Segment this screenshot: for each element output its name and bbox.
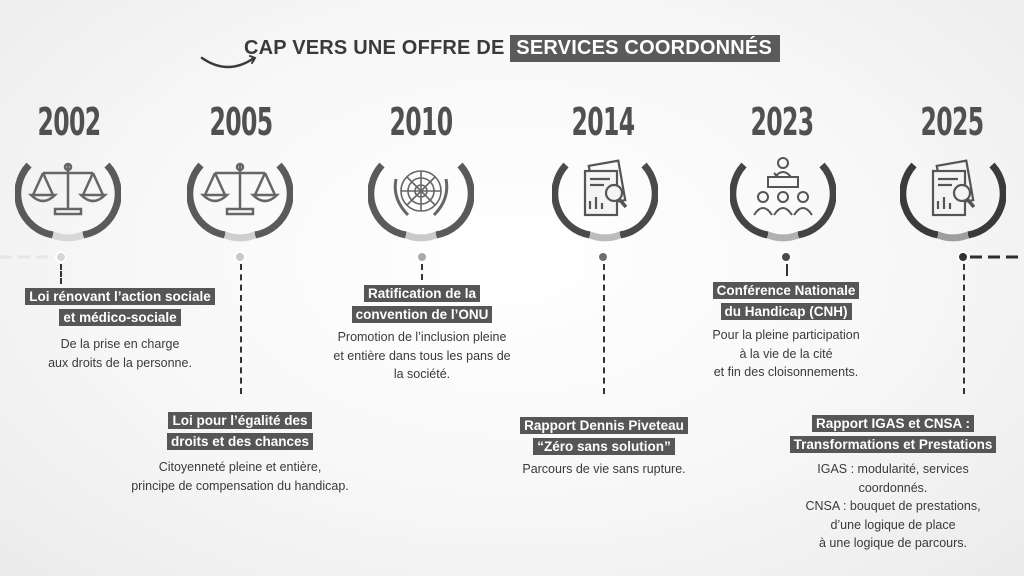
desc-line: Pour la pleine participation (712, 328, 860, 342)
timeline-dot (780, 251, 792, 263)
milestone-description (666, 326, 906, 382)
label-line: Rapport IGAS et CNSA : (812, 415, 974, 432)
timeline-dot (957, 251, 969, 263)
desc-line: IGAS : modularité, services (817, 462, 969, 476)
timeline-dot (597, 251, 609, 263)
page-title (0, 37, 1024, 60)
timeline-dot (234, 251, 246, 263)
desc-line: aux droits de la personne. (48, 355, 192, 370)
milestone-label (774, 413, 1012, 455)
timeline-dot (416, 251, 428, 263)
scales-icon (187, 143, 293, 243)
milestone-label (484, 415, 724, 457)
label-line: Loi rénovant l’action sociale (25, 288, 215, 305)
desc-line: et fin des cloisonnements. (713, 365, 859, 379)
desc-line: CNSA : bouquet de prestations, (805, 499, 981, 513)
year-2025: 2025 (920, 100, 984, 144)
desc-line: Parcours de vie sans rupture. (522, 462, 686, 476)
year-2023: 2023 (750, 100, 814, 144)
title-plain: CAP VERS UNE OFFRE DE (243, 37, 505, 59)
label-line: Rapport Dennis Piveteau (520, 417, 688, 434)
milestone-description (300, 328, 544, 384)
desc-line: Citoyenneté pleine et entière, (158, 460, 322, 474)
milestone-label (300, 283, 544, 325)
milestone-label (0, 286, 240, 328)
label-line: convention de l’ONU (352, 306, 493, 323)
conference-icon (730, 143, 836, 243)
label-line: du Handicap (CNH) (721, 303, 852, 320)
desc-line: à la vie de la cité (739, 346, 833, 361)
label-line: Loi pour l’égalité des (168, 412, 311, 429)
desc-line: à une logique de parcours. (818, 536, 968, 550)
milestone-label (666, 280, 906, 322)
milestone-description (774, 460, 1012, 553)
scales-icon (15, 143, 121, 243)
timeline-dot (55, 251, 67, 263)
milestone-description (100, 458, 380, 495)
un-emblem-icon (368, 143, 474, 243)
label-line: Transformations et Prestations (790, 436, 997, 453)
desc-line: d’une logique de place (830, 517, 956, 532)
desc-line: coordonnés. (858, 480, 928, 495)
connector-line (240, 264, 242, 394)
label-line: Ratification de la (364, 285, 480, 302)
report-document-icon (552, 143, 658, 243)
connector-line (786, 264, 788, 276)
label-line: et médico-sociale (59, 309, 180, 326)
label-line: Conférence Nationale (713, 282, 860, 299)
label-line: “Zéro sans solution” (533, 438, 675, 455)
year-2010: 2010 (389, 100, 453, 144)
year-2005: 2005 (209, 100, 273, 144)
connector-line (963, 264, 965, 394)
milestone-label (120, 410, 360, 452)
desc-line: principe de compensation du handicap. (131, 478, 349, 493)
title-highlight: SERVICES COORDONNÉS (510, 35, 780, 62)
connector-line (603, 264, 605, 394)
year-2014: 2014 (571, 100, 635, 144)
milestone-description (0, 335, 240, 372)
report-document-icon (900, 143, 1006, 243)
desc-line: la société. (393, 367, 451, 381)
desc-line: et entière dans tous les pans de (333, 348, 511, 363)
timeline-axis (0, 250, 1024, 264)
connector-line (60, 264, 62, 284)
milestone-description (484, 460, 724, 479)
year-2002: 2002 (37, 100, 101, 144)
connector-line (421, 264, 423, 280)
smile-arc-icon (198, 54, 258, 74)
desc-line: De la prise en charge (60, 337, 180, 351)
label-line: droits et des chances (167, 433, 313, 450)
desc-line: Promotion de l’inclusion pleine (337, 330, 507, 344)
